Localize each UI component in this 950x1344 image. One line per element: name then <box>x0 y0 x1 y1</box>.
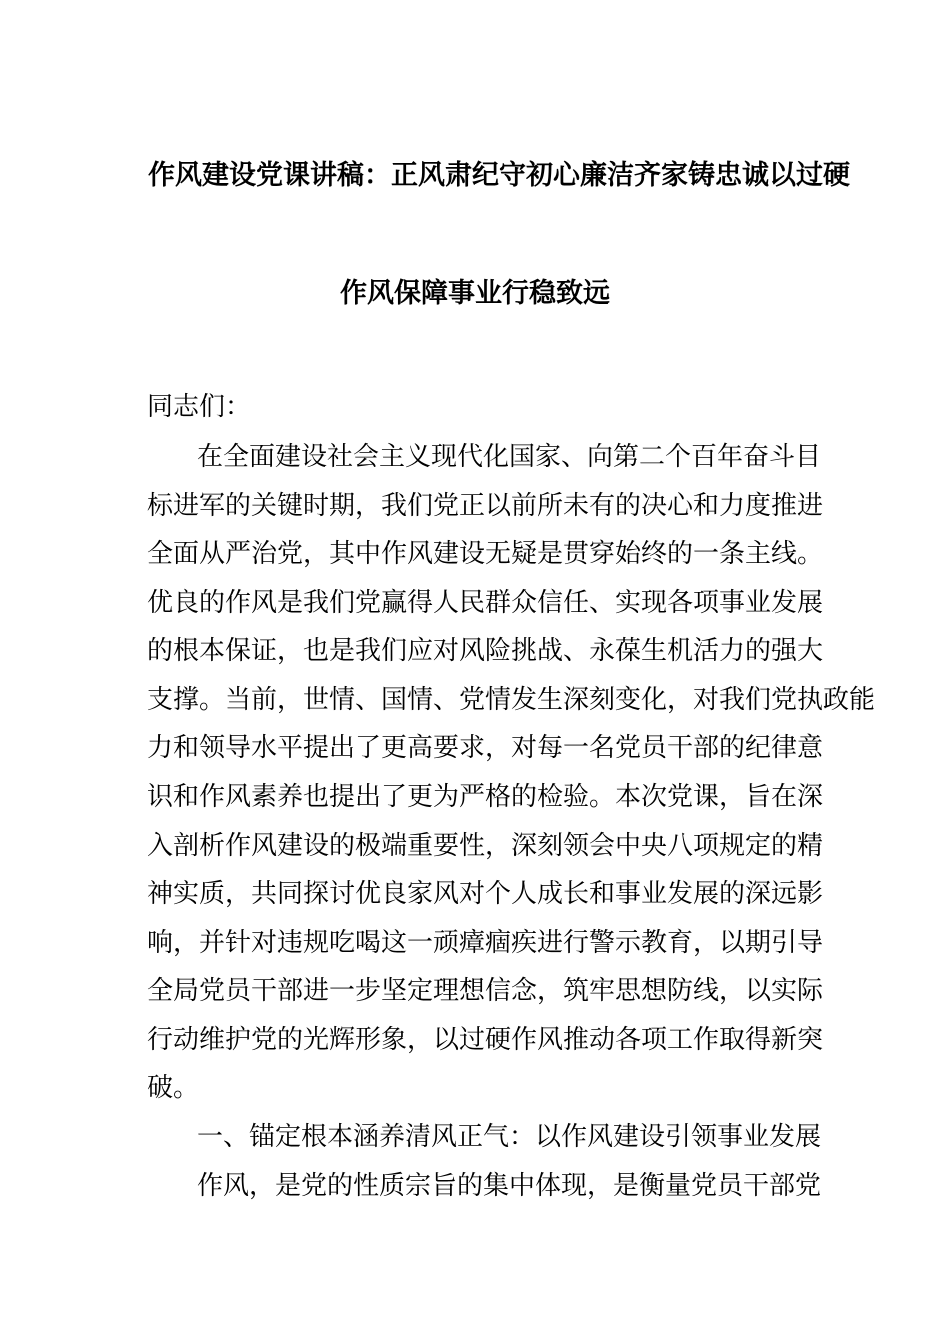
body-line: 支撑。当前，世情、国情、党情发生深刻变化，对我们党执政能 <box>147 685 876 715</box>
section-heading: 一、锚定根本涵养清风正气：以作风建设引领事业发展 <box>197 1122 822 1152</box>
body-line: 破。 <box>147 1073 200 1103</box>
body-line: 响，并针对违规吃喝这一顽瘴痼疾进行警示教育，以期引导 <box>147 928 824 958</box>
salutation: 同志们： <box>147 392 252 422</box>
body-line: 全局党员干部进一步坚定理想信念，筑牢思想防线，以实际 <box>147 976 824 1006</box>
body-line: 标进军的关键时期，我们党正以前所未有的决心和力度推进 <box>147 491 824 521</box>
body-line: 全面从严治党，其中作风建设无疑是贯穿始终的一条主线。 <box>147 539 824 569</box>
body-line: 优良的作风是我们党赢得人民群众信任、实现各项事业发展 <box>147 588 824 618</box>
body-line: 识和作风素养也提出了更为严格的检验。本次党课，旨在深 <box>147 782 824 812</box>
body-line: 行动维护党的光辉形象，以过硬作风推动各项工作取得新突 <box>147 1025 824 1055</box>
body-line: 神实质，共同探讨优良家风对个人成长和事业发展的深远影 <box>147 879 824 909</box>
body-line: 力和领导水平提出了更高要求，对每一名党员干部的纪律意 <box>147 733 824 763</box>
document-title-line-2: 作风保障事业行稳致远 <box>340 278 610 309</box>
body-line: 的根本保证，也是我们应对风险挑战、永葆生机活力的强大 <box>147 636 824 666</box>
section-body-line: 作风，是党的性质宗旨的集中体现，是衡量党员干部党 <box>197 1171 822 1201</box>
body-line: 入剖析作风建设的极端重要性，深刻领会中央八项规定的精 <box>147 831 824 861</box>
document-title-line-1: 作风建设党课讲稿：正风肃纪守初心廉洁齐家铸忠诚以过硬 <box>148 160 850 191</box>
body-line: 在全面建设社会主义现代化国家、向第二个百年奋斗目 <box>197 442 822 472</box>
